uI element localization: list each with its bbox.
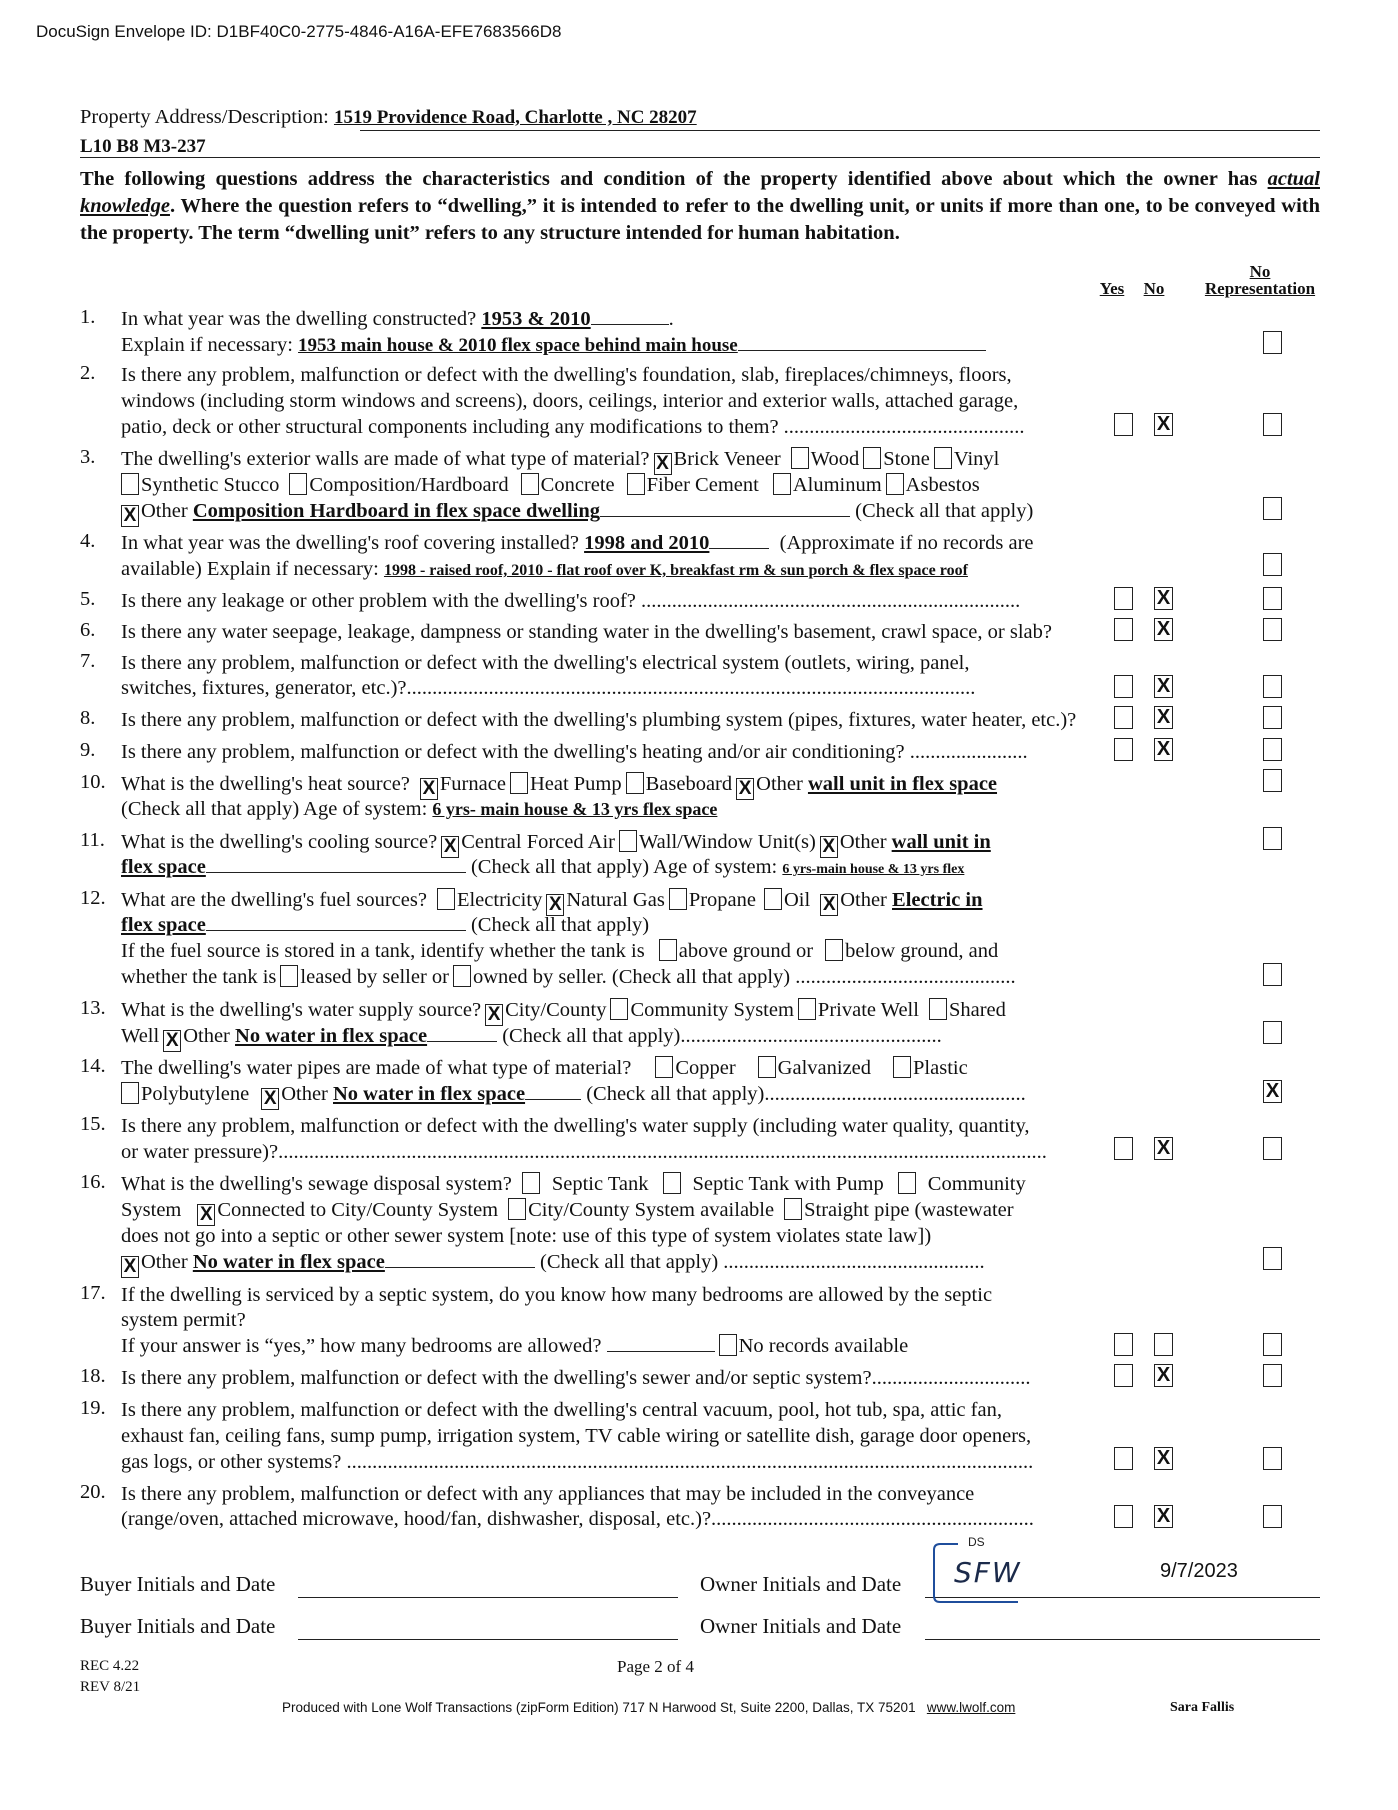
property-address-label: Property Address/Description: <box>80 106 329 128</box>
q6-no-rep-checkbox[interactable] <box>1263 618 1282 641</box>
q15-yes-checkbox[interactable] <box>1114 1137 1133 1160</box>
q20-line1: Is there any problem, malfunction or defect with any appliances that may be included in the conveyance <box>121 1483 975 1505</box>
owner-initials-date[interactable]: 9/7/2023 <box>1160 1560 1238 1582</box>
q17-no-records-checkbox[interactable] <box>719 1334 737 1356</box>
q16-no-rep-checkbox[interactable] <box>1263 1247 1282 1270</box>
q3-vinyl-checkbox[interactable] <box>934 447 952 469</box>
q19-no-rep-checkbox[interactable] <box>1263 1447 1282 1470</box>
owner-initials-label-1: Owner Initials and Date <box>700 1572 902 1596</box>
q11-other-checkbox[interactable]: X <box>820 836 838 858</box>
q19-line3: gas logs, or other systems? ...................................................................................................................................... <box>121 1451 1034 1473</box>
q7-yes-checkbox[interactable] <box>1114 675 1133 698</box>
q11-other-value-2[interactable]: flex space <box>121 856 206 878</box>
q3-concrete-checkbox[interactable] <box>521 473 539 495</box>
q14-poly-checkbox[interactable] <box>121 1082 139 1104</box>
q17-line3: If your answer is “yes,” how many bedrooms are allowed? No records available <box>121 1335 909 1357</box>
q18-no-checkbox[interactable]: X <box>1154 1364 1173 1387</box>
preparer-name: Sara Fallis <box>1170 1700 1235 1715</box>
q6-no-checkbox[interactable]: X <box>1154 618 1173 641</box>
q9-yes-checkbox[interactable] <box>1114 738 1133 761</box>
q5-yes-checkbox[interactable] <box>1114 587 1133 610</box>
q9-text: Is there any problem, malfunction or defect with the dwelling's heating and/or air conditioning? ....................... <box>121 741 1028 763</box>
q4-no-rep-checkbox[interactable] <box>1263 553 1282 576</box>
q11-no-rep-checkbox[interactable] <box>1263 827 1282 850</box>
q16-straight-checkbox[interactable] <box>784 1198 802 1220</box>
q17-line2: system permit? <box>121 1309 246 1331</box>
q20-line2: (range/oven, attached microwave, hood/fan, dishwasher, disposal, etc.)?............................................................... <box>121 1508 1034 1530</box>
q15-line2: or water pressure)?...................................................................................................................................................... <box>121 1141 1047 1163</box>
owner-initials-signature[interactable]: SFW <box>954 1556 1022 1589</box>
q6-number: 6. <box>80 619 96 641</box>
address-underline <box>360 130 1320 131</box>
q3-line2: Synthetic Stucco Composition/Hardboard Concrete Fiber Cement Aluminum Asbestos <box>117 472 980 498</box>
q20-no-rep-checkbox[interactable] <box>1263 1505 1282 1528</box>
q14-number: 14. <box>80 1055 106 1077</box>
q16-other-value[interactable]: No water in flex space <box>192 1251 385 1273</box>
q13-line1: What is the dwelling's water supply source? X City/County Community System Private Well Shared <box>121 999 1006 1025</box>
q8-number: 8. <box>80 707 96 729</box>
q14-other-value[interactable]: No water in flex space <box>333 1083 526 1105</box>
q8-text: Is there any problem, malfunction or defect with the dwelling's plumbing system (pipes, fixtures, water heater, etc.)? <box>121 709 1077 731</box>
intro-paragraph: The following questions address the characteristics and condition of the property identified above about which the owner has actual knowledge. Where the question refers to “dwelling,” it is intended to refer to the dwelling unit, or units if more than one, to be conveyed with the property. The term “dwelling unit” refers to any structure intended for human habitation. <box>80 168 1320 244</box>
buyer-initials-line-1[interactable] <box>298 1597 678 1598</box>
q4-line2: available) Explain if necessary: 1998 - raised roof, 2010 - flat roof over K, breakfast rm & sun porch & flex space roof <box>121 558 968 580</box>
q2-no-checkbox[interactable]: X <box>1154 413 1173 436</box>
q3-asbestos-checkbox[interactable] <box>886 473 904 495</box>
q17-no-checkbox[interactable] <box>1154 1333 1173 1356</box>
form-revision: REV 8/21 <box>80 1679 141 1695</box>
q13-other-checkbox[interactable]: X <box>163 1030 181 1052</box>
q12-other-checkbox[interactable]: X <box>820 894 838 916</box>
q18-yes-checkbox[interactable] <box>1114 1364 1133 1387</box>
q12-electricity-checkbox[interactable] <box>437 888 455 910</box>
q11-line1: What is the dwelling's cooling source? X Central Forced Air Wall/Window Unit(s) X Other wall unit in <box>121 831 991 857</box>
q16-line3: does not go into a septic or other sewer system [note: use of this type of system violates state law]) <box>121 1225 932 1247</box>
q17-no-rep-checkbox[interactable] <box>1263 1333 1282 1356</box>
q14-copper-checkbox[interactable] <box>655 1056 673 1078</box>
q3-fiber-checkbox[interactable] <box>627 473 645 495</box>
page-number: Page 2 of 4 <box>617 1657 694 1676</box>
buyer-initials-label-1: Buyer Initials and Date <box>80 1572 276 1596</box>
q11-wall-checkbox[interactable] <box>619 830 637 852</box>
q12-owned-checkbox[interactable] <box>453 965 471 987</box>
q5-no-checkbox[interactable]: X <box>1154 587 1173 610</box>
q20-yes-checkbox[interactable] <box>1114 1505 1133 1528</box>
q17-yes-checkbox[interactable] <box>1114 1333 1133 1356</box>
q5-number: 5. <box>80 588 96 610</box>
q2-yes-checkbox[interactable] <box>1114 413 1133 436</box>
q16-other-checkbox[interactable]: X <box>121 1256 139 1278</box>
q16-line2: System X Connected to City/County System City/County System available Straight pipe (wastewater <box>121 1199 1014 1225</box>
q4-line1: In what year was the dwelling's roof covering installed? 1998 and 2010 (Approximate if no records are <box>121 532 1034 554</box>
q4-number: 4. <box>80 530 96 552</box>
q11-age[interactable]: 6 yrs-main house & 13 yrs flex <box>782 862 965 877</box>
q15-line1: Is there any problem, malfunction or defect with the dwelling's water supply (including water quality, quantity, <box>121 1115 1030 1137</box>
q1-year[interactable]: 1953 & 2010 <box>481 308 591 330</box>
lot-description[interactable]: L10 B8 M3-237 <box>80 136 206 157</box>
q12-leased-checkbox[interactable] <box>280 965 298 987</box>
q14-line1: The dwelling's water pipes are made of what type of material? Copper Galvanized Plastic <box>121 1057 968 1079</box>
buyer-initials-line-2[interactable] <box>298 1639 678 1640</box>
column-yes: Yes <box>1099 279 1125 298</box>
q10-line2: (Check all that apply) Age of system: 6 yrs- main house & 13 yrs flex space <box>121 798 718 820</box>
q11-other-value[interactable]: wall unit in <box>891 831 991 853</box>
q2-no-rep-checkbox[interactable] <box>1263 413 1282 436</box>
q9-no-rep-checkbox[interactable] <box>1263 738 1282 761</box>
q13-line2: Well X Other No water in flex space (Check all that apply)................................................... <box>121 1025 942 1051</box>
q7-number: 7. <box>80 650 96 672</box>
produced-with-line: Produced with Lone Wolf Transactions (zipForm Edition) 717 N Harwood St, Suite 2200, Dallas, TX 75201 www.lwolf.com <box>282 1700 1016 1715</box>
q12-gas-checkbox[interactable]: X <box>546 894 564 916</box>
owner-initials-line-2[interactable] <box>925 1639 1320 1640</box>
q17-line1: If the dwelling is serviced by a septic system, do you know how many bedrooms are allowed by the septic <box>121 1284 993 1306</box>
q13-no-rep-checkbox[interactable] <box>1263 1021 1282 1044</box>
q9-no-checkbox[interactable]: X <box>1154 738 1173 761</box>
docusign-envelope-id: DocuSign Envelope ID: D1BF40C0-2775-4846-A16A-EFE7683566D8 <box>36 22 562 41</box>
column-no-representation-2: Representation <box>1204 279 1316 298</box>
q3-wood-checkbox[interactable] <box>791 447 809 469</box>
q4-year[interactable]: 1998 and 2010 <box>584 532 710 554</box>
q16-community-checkbox[interactable] <box>898 1172 916 1194</box>
q18-number: 18. <box>80 1365 106 1387</box>
q19-yes-checkbox[interactable] <box>1114 1447 1133 1470</box>
q3-aluminum-checkbox[interactable] <box>773 473 791 495</box>
q14-line2: Polybutylene X Other No water in flex space (Check all that apply)................................................... <box>117 1081 1026 1110</box>
q11-number: 11. <box>80 829 105 851</box>
q14-galvanized-checkbox[interactable] <box>758 1056 776 1078</box>
lot-underline <box>80 157 1320 158</box>
column-no: No <box>1143 279 1165 298</box>
q12-line2: flex space (Check all that apply) <box>121 914 650 936</box>
q10-baseboard-checkbox[interactable] <box>626 772 644 794</box>
q18-no-rep-checkbox[interactable] <box>1263 1364 1282 1387</box>
q10-furnace-checkbox[interactable]: X <box>420 778 438 800</box>
q12-other-value-2[interactable]: flex space <box>121 914 206 936</box>
q12-below-checkbox[interactable] <box>825 939 843 961</box>
property-address-line <box>80 104 697 131</box>
q12-propane-checkbox[interactable] <box>669 888 687 910</box>
q3-line3: X Other Composition Hardboard in flex space dwelling (Check all that apply) <box>117 498 1033 527</box>
q10-heatpump-checkbox[interactable] <box>510 772 528 794</box>
q1-line1: In what year was the dwelling constructed? 1953 & 2010 . <box>121 308 674 330</box>
q2-line3: patio, deck or other structural components including any modifications to them? ............................................... <box>121 416 1025 438</box>
q12-other-value[interactable]: Electric in <box>892 889 983 911</box>
q18-text: Is there any problem, malfunction or defect with the dwelling's sewer and/or septic system?............................... <box>121 1367 1031 1389</box>
q11-line2: flex space (Check all that apply) Age of system: 6 yrs-main house & 13 yrs flex <box>121 856 965 878</box>
lwolf-website-link[interactable]: www.lwolf.com <box>926 1700 1016 1715</box>
q7-no-checkbox[interactable]: X <box>1154 675 1173 698</box>
q9-number: 9. <box>80 739 96 761</box>
q8-yes-checkbox[interactable] <box>1114 706 1133 729</box>
q7-line1: Is there any problem, malfunction or defect with the dwelling's electrical system (outlets, wiring, panel, <box>121 652 970 674</box>
q10-age[interactable]: 6 yrs- main house & 13 yrs flex space <box>432 799 718 819</box>
buyer-initials-label-2: Buyer Initials and Date <box>80 1614 276 1638</box>
property-address-value[interactable]: 1519 Providence Road, Charlotte , NC 28207 <box>333 107 697 128</box>
q3-stucco-checkbox[interactable] <box>121 473 139 495</box>
q17-number: 17. <box>80 1282 106 1304</box>
owner-initials-label-2: Owner Initials and Date <box>700 1614 902 1638</box>
q19-number: 19. <box>80 1397 106 1419</box>
q15-number: 15. <box>80 1113 106 1135</box>
q13-other-value[interactable]: No water in flex space <box>235 1025 428 1047</box>
q8-no-checkbox[interactable]: X <box>1154 706 1173 729</box>
q12-line1: What are the dwelling's fuel sources? Electricity X Natural Gas Propane Oil X Other Electric in <box>121 889 983 915</box>
q10-other-checkbox[interactable]: X <box>736 778 754 800</box>
q15-no-checkbox[interactable]: X <box>1154 1137 1173 1160</box>
q17-bedrooms-field[interactable] <box>607 1351 715 1352</box>
q19-line2: exhaust fan, ceiling fans, sump pump, irrigation system, TV cable wiring or satellite dish, garage door openers, <box>121 1425 1032 1447</box>
q5-text: Is there any leakage or other problem with the dwelling's roof? .......................................................................... <box>121 590 1021 612</box>
q12-number: 12. <box>80 887 106 909</box>
q2-line1: Is there any problem, malfunction or defect with the dwelling's foundation, slab, fireplaces/chimneys, floors, <box>121 364 1012 386</box>
q14-plastic-checkbox[interactable] <box>893 1056 911 1078</box>
q11-central-checkbox[interactable]: X <box>441 836 459 858</box>
q7-line2: switches, fixtures, generator, etc.)?............................................................................................................... <box>121 677 976 699</box>
q13-city-checkbox[interactable]: X <box>485 1004 503 1026</box>
q6-text: Is there any water seepage, leakage, dampness or standing water in the dwelling's basement, crawl space, or slab? <box>121 621 1052 643</box>
q3-other-value[interactable]: Composition Hardboard in flex space dwelling <box>192 500 600 522</box>
column-no-representation-1: No <box>1249 262 1271 281</box>
q16-septic-checkbox[interactable] <box>522 1172 540 1194</box>
q10-line1: What is the dwelling's heat source? X Furnace Heat Pump Baseboard X Other wall unit in flex space <box>121 773 998 799</box>
form-code: REC 4.22 <box>80 1658 140 1674</box>
q3-line1: The dwelling's exterior walls are made of what type of material? X Brick Veneer Wood Stone Vinyl <box>121 448 1000 474</box>
q2-line2: windows (including storm windows and screens), doors, ceilings, interior and exterior walls, attached garage, <box>121 390 1019 412</box>
q13-community-checkbox[interactable] <box>610 998 628 1020</box>
q5-no-rep-checkbox[interactable] <box>1263 587 1282 610</box>
actual-knowledge-emphasis: actual knowledge <box>80 168 1320 217</box>
q16-line4: X Other No water in flex space (Check all that apply) ................................................... <box>117 1249 985 1278</box>
q20-no-checkbox[interactable]: X <box>1154 1505 1173 1528</box>
q16-connected-checkbox[interactable]: X <box>197 1204 215 1226</box>
q13-private-checkbox[interactable] <box>798 998 816 1020</box>
q15-no-rep-checkbox[interactable] <box>1263 1137 1282 1160</box>
q2-number: 2. <box>80 362 96 384</box>
q20-number: 20. <box>80 1481 106 1503</box>
q10-other-value[interactable]: wall unit in flex space <box>807 773 998 795</box>
q3-brick-checkbox[interactable]: X <box>654 453 672 475</box>
q1-line2: Explain if necessary: 1953 main house & 2010 flex space behind main house <box>121 332 986 359</box>
q16-available-checkbox[interactable] <box>508 1198 526 1220</box>
q14-no-rep-checkbox[interactable]: X <box>1263 1080 1282 1103</box>
q1-no-rep-checkbox[interactable] <box>1263 331 1282 354</box>
q3-composition-checkbox[interactable] <box>289 473 307 495</box>
q13-shared-checkbox[interactable] <box>929 998 947 1020</box>
q7-no-rep-checkbox[interactable] <box>1263 675 1282 698</box>
q19-line1: Is there any problem, malfunction or defect with the dwelling's central vacuum, pool, hot tub, spa, attic fan, <box>121 1399 1002 1421</box>
q3-number: 3. <box>80 446 96 468</box>
q1-number: 1. <box>80 306 96 328</box>
q10-number: 10. <box>80 771 106 793</box>
q14-other-checkbox[interactable]: X <box>261 1088 279 1110</box>
q3-no-rep-checkbox[interactable] <box>1263 497 1282 520</box>
q3-other-checkbox[interactable]: X <box>121 505 139 527</box>
q19-no-checkbox[interactable]: X <box>1154 1447 1173 1470</box>
q16-septic-pump-checkbox[interactable] <box>663 1172 681 1194</box>
q3-stone-checkbox[interactable] <box>863 447 881 469</box>
q12-oil-checkbox[interactable] <box>764 888 782 910</box>
q10-no-rep-checkbox[interactable] <box>1263 769 1282 792</box>
q1-explain[interactable]: 1953 main house & 2010 flex space behind main house <box>298 335 738 356</box>
q13-number: 13. <box>80 997 106 1019</box>
q12-line3: If the fuel source is stored in a tank, identify whether the tank is above ground or below ground, and <box>121 940 999 962</box>
q16-number: 16. <box>80 1171 106 1193</box>
q6-yes-checkbox[interactable] <box>1114 618 1133 641</box>
q16-line1: What is the dwelling's sewage disposal system? Septic Tank Septic Tank with Pump Community <box>121 1173 1026 1195</box>
q4-explain[interactable]: 1998 - raised roof, 2010 - flat roof over K, breakfast rm & sun porch & flex space roof <box>383 562 968 579</box>
q12-line4: whether the tank is leased by seller or owned by seller. (Check all that apply) ........................................... <box>121 966 1016 988</box>
q8-no-rep-checkbox[interactable] <box>1263 706 1282 729</box>
docusign-ds-label: DS <box>968 1535 985 1549</box>
q12-no-rep-checkbox[interactable] <box>1263 963 1282 986</box>
q12-above-checkbox[interactable] <box>659 939 677 961</box>
